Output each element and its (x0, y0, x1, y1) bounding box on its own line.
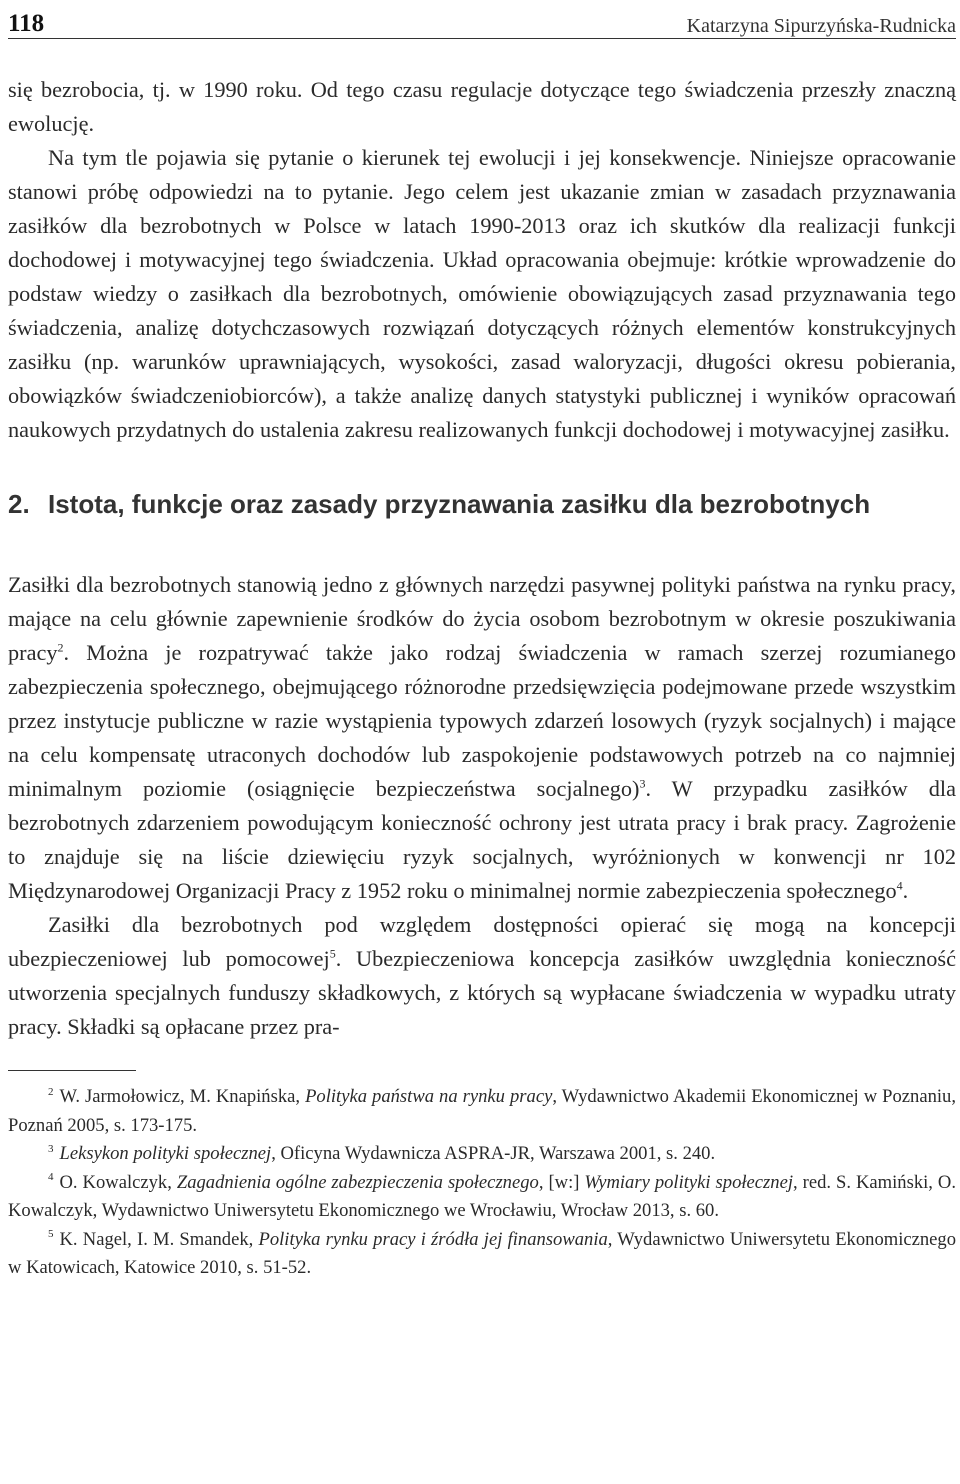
footnote-text: , Wydawnictwo Akademii Ekonomicznej w Poznaniu, Poznań 2005, s. 173-175. (8, 1086, 957, 1136)
body-text: Zasiłki dla bezrobotnych pod względem dostępności opierać się mogą na koncepcji ubezpieczeniowej lub pomocowej (8, 912, 956, 971)
footnote-number: 5 (48, 1228, 54, 1241)
running-header-author: Katarzyna Sipurzyńska-Rudnicka (686, 15, 956, 37)
footnote-text: , Oficyna Wydawnicza ASPRA-JR, Warszawa 2001, s. 240. (271, 1143, 716, 1164)
footnote-3 (8, 1140, 956, 1169)
footnote-5 (8, 1226, 956, 1283)
footnote-ref[interactable]: 2 (57, 640, 64, 655)
body-text: . Ubezpieczeniowa koncepcja zasiłków uwzględnia konieczność utworzenia specjalnych funduszy składkowych, z których są wypłacane świadczenia w wypadku utraty pracy. Składki są opłacane przez pra- (8, 946, 956, 1039)
footnote-divider (8, 1070, 136, 1071)
intro-paragraph-2: Na tym tle pojawia się pytanie o kierunek tej ewolucji i jej konsekwencje. Niniejsze opracowanie stanowi próbę odpowiedzi na to pytanie. Jego celem jest ukazanie zmian w zasadach przyznawania zasiłków dla bezrobotnych w Polsce w latach 1990-2013 oraz ich skutków dla realizacji funkcji dochodowej i motywacyjnej tego świadczenia. Układ opracowania obejmuje: krótkie wprowadzenie do podstaw wiedzy o zasiłkach dla bezrobotnych, omówienie obowiązujących zasad przyznawania tego świadczenia, analizę dotychczasowych rozwiązań dotyczących różnych elementów konstrukcyjnych zasiłku (np. warunków uprawniających, wysokości, zasad waloryzacji, długości okresu pobierania, obowiązków świadczeniobiorców), a także analizę danych statystyki publicznej i wyników opracowań naukowych przydatnych do ustalenia zakresu realizowanych funkcji dochodowej i motywacyjnej zasiłku. (8, 145, 956, 442)
footnote-number: 2 (48, 1085, 54, 1098)
footnote-title: Wymiary polityki społecznej (584, 1171, 794, 1193)
body-paragraph-1 (8, 568, 956, 908)
footnote-title: Polityka rynku pracy i źródła jej finansowania (258, 1228, 608, 1250)
body-text: Zasiłki dla bezrobotnych stanowią jedno z głównych narzędzi pasywnej polityki państwa na rynku pracy, mające na celu głównie zapewnienie środków do życia osobom bezrobotnym w okresie poszukiwania pracy (8, 572, 956, 665)
section-heading (8, 487, 956, 522)
intro-paragraph-1: się bezrobocia, tj. w 1990 roku. Od tego czasu regulacje dotyczące tego świadczenia przeszły znaczną ewolucję. (8, 77, 956, 136)
footnote-text: , Wydawnictwo Uniwersytetu Ekonomicznego w Katowicach, Katowice 2010, s. 51-52. (8, 1228, 957, 1278)
body-text: . Można je rozpatrywać także jako rodzaj świadczenia w ramach szerzej rozumianego zabezpieczenia społecznego, obejmującego różnorodne przedsięwzięcia podejmowane przede wszystkim przez instytucje publiczne w razie wystąpienia typowych zdarzeń losowych (ryzyk socjalnych) i mające na celu kompensatę utraconych dochodów lub zaspokojenie podstawowych potrzeb na co najmniej minimalnym poziomie (osiągnięcie bezpieczeństwa socjalnego) (8, 640, 956, 801)
footnote-number: 4 (48, 1171, 54, 1184)
footnote-ref[interactable]: 5 (329, 946, 336, 961)
footnote-text: K. Nagel, I. M. Smandek, (59, 1228, 259, 1250)
footnote-2 (8, 1083, 956, 1140)
page-number: 118 (8, 10, 45, 37)
footnote-4 (8, 1169, 956, 1226)
body-paragraph-2 (8, 908, 956, 1044)
footnote-number: 3 (48, 1142, 54, 1155)
footnote-title: Leksykon polityki społecznej (59, 1143, 272, 1164)
footnote-text: O. Kowalczyk, (59, 1171, 177, 1193)
footnote-text: , [w:] (538, 1171, 585, 1193)
footnote-text: W. Jarmołowicz, M. Knapińska, (59, 1086, 306, 1107)
running-header (8, 0, 956, 39)
footnote-title: Polityka państwa na rynku pracy (305, 1086, 553, 1107)
body-text: . W przypadku zasiłków dla bezrobotnych zdarzeniem powodującym konieczność ochrony jest utrata pracy i brak pracy. Zagrożenie to znajduje się na liście dziewięciu ryzyk socjalnych, wyróżnionych w konwencji nr 102 Międzynarodowej Organizacji Pracy z 1952 roku o minimalnej normie zabezpieczenia społecznego (8, 776, 957, 903)
section-title: Istota, funkcje oraz zasady przyznawania zasiłku dla bezrobotnych (48, 489, 871, 519)
footnote-ref[interactable]: 3 (639, 776, 646, 791)
footnote-ref[interactable]: 4 (896, 878, 903, 893)
body-text: . (902, 878, 909, 903)
section-number: 2. (8, 489, 30, 519)
footnote-title: Zagadnienia ogólne zabezpieczenia społecznego (176, 1171, 539, 1193)
footnote-text: , red. S. Kamiński, O. Kowalczyk, Wydawnictwo Uniwersytetu Ekonomicznego we Wrocławiu, Wrocław 2013, s. 60. (8, 1171, 956, 1221)
